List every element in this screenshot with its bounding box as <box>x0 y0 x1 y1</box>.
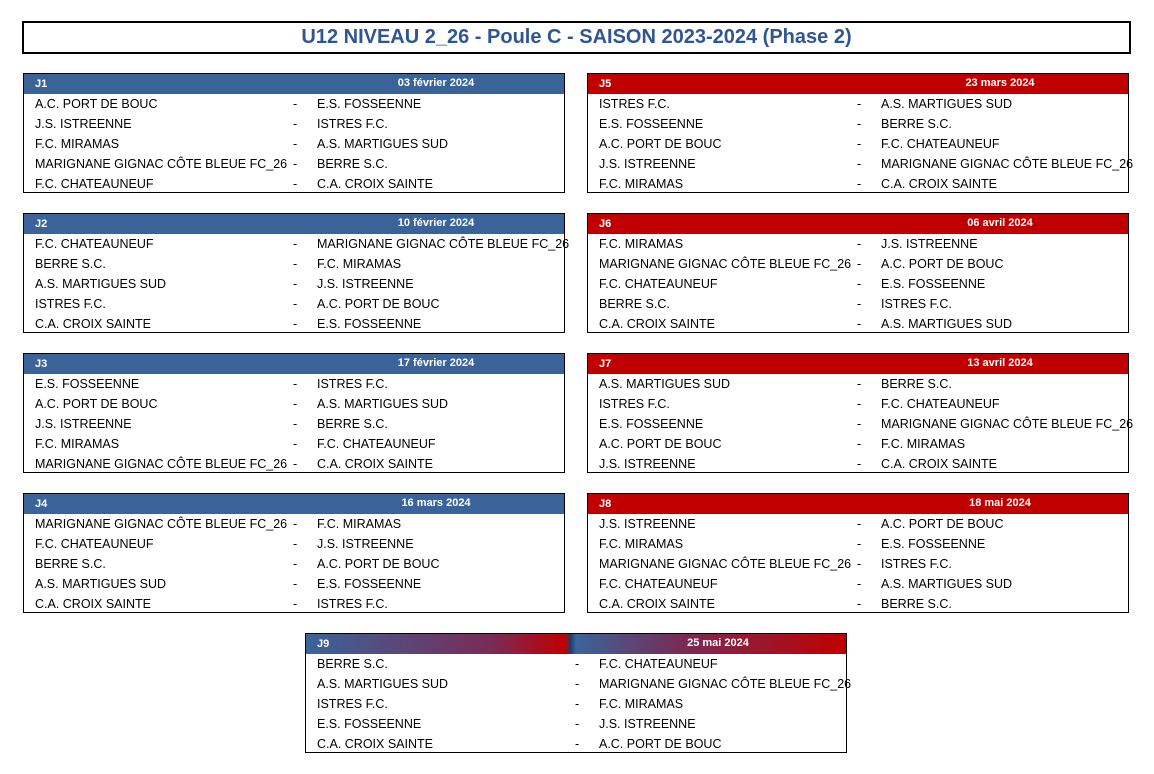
match-separator: - <box>293 577 298 591</box>
match-row <box>24 374 564 394</box>
match-row <box>24 394 564 414</box>
away-team: F.C. MIRAMAS <box>317 257 402 271</box>
match-separator: - <box>575 677 580 691</box>
away-team: BERRE S.C. <box>881 377 952 391</box>
match-row <box>588 134 1128 154</box>
home-team: F.C. MIRAMAS <box>599 237 684 251</box>
match-row <box>24 454 564 474</box>
away-team: MARIGNANE GIGNAC CÔTE BLEUE FC_26 <box>881 157 1134 171</box>
match-separator: - <box>293 597 298 611</box>
away-team: C.A. CROIX SAINTE <box>317 177 433 191</box>
home-team: C.A. CROIX SAINTE <box>317 737 433 751</box>
match-separator: - <box>293 297 298 311</box>
home-team: E.S. FOSSEENNE <box>599 417 704 431</box>
away-team: A.S. MARTIGUES SUD <box>881 577 1013 591</box>
away-team: C.A. CROIX SAINTE <box>881 457 997 471</box>
match-row <box>588 594 1128 614</box>
round-name: J6 <box>599 218 612 230</box>
match-separator: - <box>857 317 862 331</box>
match-separator: - <box>293 237 298 251</box>
round-date: 13 avril 2024 <box>967 357 1033 369</box>
away-team: J.S. ISTREENNE <box>317 537 414 551</box>
away-team: F.C. MIRAMAS <box>881 437 966 451</box>
round-header <box>306 634 846 654</box>
match-row <box>24 414 564 434</box>
away-team: J.S. ISTREENNE <box>599 717 696 731</box>
away-team: A.C. PORT DE BOUC <box>881 517 1004 531</box>
match-separator: - <box>293 277 298 291</box>
match-row <box>588 454 1128 474</box>
away-team: A.S. MARTIGUES SUD <box>317 397 449 411</box>
match-separator: - <box>857 137 862 151</box>
match-separator: - <box>857 597 862 611</box>
match-separator: - <box>293 137 298 151</box>
match-separator: - <box>293 557 298 571</box>
match-row <box>24 254 564 274</box>
match-row <box>306 674 852 694</box>
home-team: F.C. MIRAMAS <box>35 437 120 451</box>
away-team: A.C. PORT DE BOUC <box>599 737 722 751</box>
home-team: C.A. CROIX SAINTE <box>35 597 151 611</box>
match-separator: - <box>293 537 298 551</box>
away-team: MARIGNANE GIGNAC CÔTE BLEUE FC_26 <box>881 417 1134 431</box>
match-row <box>588 314 1128 334</box>
match-separator: - <box>857 117 862 131</box>
round-header <box>24 74 564 94</box>
away-team: A.C. PORT DE BOUC <box>881 257 1004 271</box>
match-separator: - <box>293 517 298 531</box>
match-row <box>306 714 846 734</box>
home-team: F.C. MIRAMAS <box>35 137 120 151</box>
match-separator: - <box>857 277 862 291</box>
match-separator: - <box>293 117 298 131</box>
home-team: BERRE S.C. <box>599 297 670 311</box>
round-name: J9 <box>317 638 330 650</box>
away-team: BERRE S.C. <box>317 417 388 431</box>
home-team: E.S. FOSSEENNE <box>317 717 422 731</box>
match-row <box>588 394 1128 414</box>
home-team: MARIGNANE GIGNAC CÔTE BLEUE FC_26 <box>35 457 288 471</box>
match-separator: - <box>293 377 298 391</box>
round-date: 17 février 2024 <box>397 357 475 369</box>
match-row <box>24 114 564 134</box>
home-team: C.A. CROIX SAINTE <box>35 317 151 331</box>
round-date: 16 mars 2024 <box>401 497 471 509</box>
away-team: BERRE S.C. <box>881 597 952 611</box>
match-separator: - <box>293 317 298 331</box>
match-row <box>24 234 570 254</box>
home-team: ISTRES F.C. <box>599 397 670 411</box>
match-row <box>588 554 1128 574</box>
home-team: ISTRES F.C. <box>35 297 106 311</box>
match-row <box>24 174 564 194</box>
round-date: 18 mai 2024 <box>969 497 1031 509</box>
away-team: A.S. MARTIGUES SUD <box>881 317 1013 331</box>
match-row <box>588 114 1128 134</box>
match-row <box>588 154 1134 174</box>
match-separator: - <box>293 177 298 191</box>
away-team: E.S. FOSSEENNE <box>317 317 422 331</box>
away-team: E.S. FOSSEENNE <box>881 537 986 551</box>
home-team: J.S. ISTREENNE <box>599 517 696 531</box>
home-team: F.C. MIRAMAS <box>599 537 684 551</box>
match-separator: - <box>857 457 862 471</box>
home-team: MARIGNANE GIGNAC CÔTE BLEUE FC_26 <box>599 257 852 271</box>
round-header <box>24 354 564 374</box>
match-row <box>24 294 564 314</box>
away-team: ISTRES F.C. <box>881 297 952 311</box>
home-team: F.C. CHATEAUNEUF <box>599 277 718 291</box>
home-team: J.S. ISTREENNE <box>35 417 132 431</box>
match-separator: - <box>857 397 862 411</box>
match-row <box>588 294 1128 314</box>
home-team: BERRE S.C. <box>317 657 388 671</box>
away-team: F.C. MIRAMAS <box>599 697 684 711</box>
match-separator: - <box>293 257 298 271</box>
home-team: MARIGNANE GIGNAC CÔTE BLEUE FC_26 <box>599 557 852 571</box>
page-title: U12 NIVEAU 2_26 - Poule C - SAISON 2023-2024 (Phase 2) <box>22 21 1131 54</box>
round-header <box>588 74 1128 94</box>
match-row <box>24 314 564 334</box>
match-separator: - <box>857 257 862 271</box>
match-separator: - <box>857 157 862 171</box>
round-j4 <box>23 493 565 613</box>
round-j8 <box>587 493 1129 613</box>
round-j1 <box>23 73 565 193</box>
match-row <box>588 534 1128 554</box>
away-team: F.C. CHATEAUNEUF <box>881 137 1000 151</box>
match-row <box>24 514 564 534</box>
match-row <box>588 174 1128 194</box>
round-date: 06 avril 2024 <box>967 217 1033 229</box>
home-team: ISTRES F.C. <box>317 697 388 711</box>
round-j7 <box>587 353 1134 473</box>
round-header <box>588 494 1128 514</box>
away-team: A.S. MARTIGUES SUD <box>317 137 449 151</box>
round-j2 <box>23 213 570 333</box>
away-team: F.C. MIRAMAS <box>317 517 402 531</box>
away-team: ISTRES F.C. <box>317 377 388 391</box>
match-separator: - <box>293 157 298 171</box>
round-j9 <box>305 633 852 753</box>
match-separator: - <box>575 697 580 711</box>
away-team: BERRE S.C. <box>317 157 388 171</box>
home-team: A.S. MARTIGUES SUD <box>599 377 731 391</box>
away-team: A.C. PORT DE BOUC <box>317 297 440 311</box>
home-team: F.C. MIRAMAS <box>599 177 684 191</box>
match-separator: - <box>857 97 862 111</box>
home-team: BERRE S.C. <box>35 557 106 571</box>
match-row <box>24 274 564 294</box>
home-team: E.S. FOSSEENNE <box>599 117 704 131</box>
home-team: J.S. ISTREENNE <box>599 157 696 171</box>
match-separator: - <box>857 417 862 431</box>
match-separator: - <box>575 657 580 671</box>
away-team: F.C. CHATEAUNEUF <box>881 397 1000 411</box>
home-team: C.A. CROIX SAINTE <box>599 597 715 611</box>
home-team: A.C. PORT DE BOUC <box>35 97 158 111</box>
home-team: J.S. ISTREENNE <box>35 117 132 131</box>
home-team: ISTRES F.C. <box>599 97 670 111</box>
match-separator: - <box>857 377 862 391</box>
away-team: A.C. PORT DE BOUC <box>317 557 440 571</box>
away-team: F.C. CHATEAUNEUF <box>599 657 718 671</box>
away-team: ISTRES F.C. <box>881 557 952 571</box>
round-header <box>588 214 1128 234</box>
home-team: F.C. CHATEAUNEUF <box>35 177 154 191</box>
match-row <box>588 434 1128 454</box>
match-row <box>24 134 564 154</box>
round-name: J7 <box>599 358 612 370</box>
home-team: F.C. CHATEAUNEUF <box>35 237 154 251</box>
match-row <box>24 534 564 554</box>
round-name: J4 <box>35 498 48 510</box>
match-row <box>306 654 846 674</box>
away-team: ISTRES F.C. <box>317 597 388 611</box>
match-row <box>24 574 564 594</box>
away-team: BERRE S.C. <box>881 117 952 131</box>
match-separator: - <box>857 237 862 251</box>
home-team: MARIGNANE GIGNAC CÔTE BLEUE FC_26 <box>35 517 288 531</box>
match-separator: - <box>857 177 862 191</box>
round-j3 <box>23 353 565 473</box>
round-name: J1 <box>35 78 48 90</box>
round-name: J2 <box>35 218 48 230</box>
match-row <box>588 94 1128 114</box>
round-name: J3 <box>35 358 48 370</box>
away-team: J.S. ISTREENNE <box>317 277 414 291</box>
round-name: J8 <box>599 498 612 510</box>
match-separator: - <box>857 577 862 591</box>
match-row <box>24 594 564 614</box>
away-team: A.S. MARTIGUES SUD <box>881 97 1013 111</box>
match-separator: - <box>293 397 298 411</box>
round-header <box>24 214 564 234</box>
home-team: A.C. PORT DE BOUC <box>35 397 158 411</box>
away-team: MARIGNANE GIGNAC CÔTE BLEUE FC_26 <box>599 677 852 691</box>
home-team: MARIGNANE GIGNAC CÔTE BLEUE FC_26 <box>35 157 288 171</box>
round-j6 <box>587 213 1129 333</box>
round-date: 10 février 2024 <box>397 217 475 229</box>
away-team: E.S. FOSSEENNE <box>317 577 422 591</box>
home-team: A.C. PORT DE BOUC <box>599 137 722 151</box>
match-row <box>588 234 1128 254</box>
match-separator: - <box>575 737 580 751</box>
match-separator: - <box>857 437 862 451</box>
home-team: C.A. CROIX SAINTE <box>599 317 715 331</box>
match-row <box>306 694 846 714</box>
home-team: A.S. MARTIGUES SUD <box>317 677 449 691</box>
round-name: J5 <box>599 78 612 90</box>
home-team: J.S. ISTREENNE <box>599 457 696 471</box>
away-team: E.S. FOSSEENNE <box>881 277 986 291</box>
match-row <box>588 274 1128 294</box>
match-row <box>24 554 564 574</box>
home-team: E.S. FOSSEENNE <box>35 377 140 391</box>
match-row <box>24 434 564 454</box>
home-team: A.S. MARTIGUES SUD <box>35 277 167 291</box>
round-j5 <box>587 73 1134 193</box>
match-separator: - <box>857 557 862 571</box>
away-team: J.S. ISTREENNE <box>881 237 978 251</box>
match-separator: - <box>293 97 298 111</box>
match-row <box>588 414 1134 434</box>
match-separator: - <box>293 457 298 471</box>
away-team: C.A. CROIX SAINTE <box>317 457 433 471</box>
home-team: F.C. CHATEAUNEUF <box>35 537 154 551</box>
home-team: A.S. MARTIGUES SUD <box>35 577 167 591</box>
round-date: 23 mars 2024 <box>965 77 1035 89</box>
away-team: C.A. CROIX SAINTE <box>881 177 997 191</box>
match-separator: - <box>293 417 298 431</box>
home-team: A.C. PORT DE BOUC <box>599 437 722 451</box>
match-separator: - <box>857 297 862 311</box>
match-row <box>588 254 1128 274</box>
home-team: F.C. CHATEAUNEUF <box>599 577 718 591</box>
home-team: BERRE S.C. <box>35 257 106 271</box>
away-team: E.S. FOSSEENNE <box>317 97 422 111</box>
round-date: 03 février 2024 <box>397 77 475 89</box>
match-row <box>588 514 1128 534</box>
match-row <box>588 374 1128 394</box>
away-team: MARIGNANE GIGNAC CÔTE BLEUE FC_26 <box>317 237 570 251</box>
match-separator: - <box>293 437 298 451</box>
match-row <box>306 734 846 754</box>
round-date: 25 mai 2024 <box>687 637 749 649</box>
round-header <box>588 354 1128 374</box>
match-row <box>24 94 564 114</box>
away-team: F.C. CHATEAUNEUF <box>317 437 436 451</box>
match-separator: - <box>857 517 862 531</box>
away-team: ISTRES F.C. <box>317 117 388 131</box>
match-row <box>588 574 1128 594</box>
match-row <box>24 154 564 174</box>
match-separator: - <box>575 717 580 731</box>
round-header <box>24 494 564 514</box>
match-separator: - <box>857 537 862 551</box>
